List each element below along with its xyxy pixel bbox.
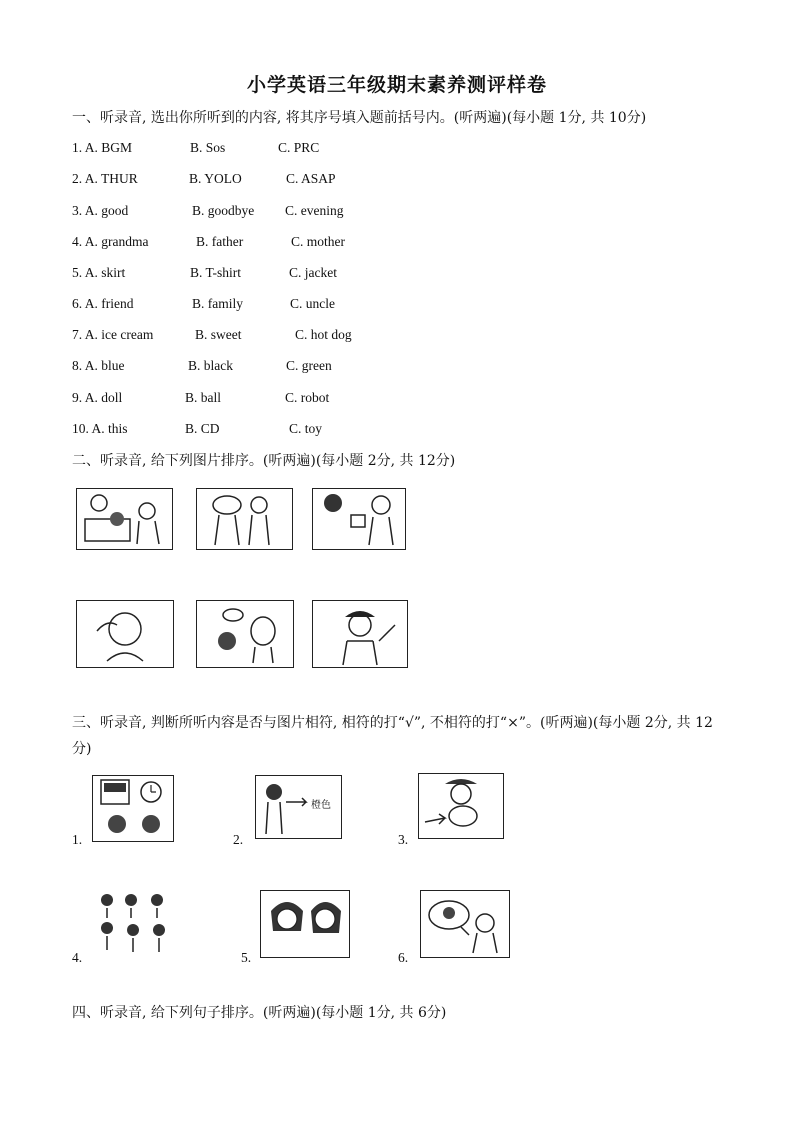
orange-label: 橙色	[311, 800, 331, 811]
option-c: C. evening	[285, 203, 344, 218]
option-a: 6. A. friend	[72, 296, 134, 311]
part3-picture-5	[260, 890, 350, 958]
part2-picture-2	[196, 488, 293, 550]
part1-heading: 一、听录音, 选出你所听到的内容, 将其序号填入题前括号内。(听两遍)(每小题 1分, 共 10分)	[72, 110, 647, 126]
option-b: B. sweet	[195, 327, 242, 342]
part2-picture-6	[312, 600, 408, 668]
option-c: C. green	[286, 358, 332, 373]
option-a: 5. A. skirt	[72, 265, 126, 280]
part3-picture-1	[92, 775, 174, 842]
option-c: C. robot	[285, 390, 330, 405]
option-c: C. jacket	[289, 265, 337, 280]
part3-label-3: 3.	[398, 832, 409, 847]
part3-label-4: 4.	[72, 950, 83, 965]
part2-picture-5	[196, 600, 294, 668]
option-b: B. Sos	[190, 140, 226, 155]
option-b: B. T-shirt	[190, 265, 242, 280]
page-title: 小学英语三年级期末素养测评样卷	[246, 74, 547, 96]
option-b: B. ball	[185, 390, 221, 405]
option-b: B. YOLO	[189, 171, 242, 186]
option-c: C. PRC	[278, 140, 320, 155]
part3-heading: 三、听录音, 判断所听内容是否与图片相符, 相符的打“√”, 不相符的打“×”。(听两遍)(每小题 2分, 共 12分)	[72, 715, 713, 757]
part4-heading: 四、听录音, 给下列句子排序。(听两遍)(每小题 1分, 共 6分)	[72, 1005, 447, 1021]
part3-label-5: 5.	[241, 950, 252, 965]
part2-picture-4	[76, 600, 174, 668]
option-b: B. CD	[185, 421, 220, 436]
part3-picture-2	[255, 775, 342, 839]
part2-heading: 二、听录音, 给下列图片排序。(听两遍)(每小题 2分, 共 12分)	[72, 453, 456, 469]
option-b: B. family	[192, 296, 243, 311]
option-c: C. ASAP	[286, 171, 336, 186]
option-c: C. toy	[289, 421, 323, 436]
option-b: B. goodbye	[192, 203, 255, 218]
option-a: 3. A. good	[72, 203, 129, 218]
option-a: 7. A. ice cream	[72, 327, 154, 342]
option-c: C. mother	[291, 234, 345, 249]
option-a: 1. A. BGM	[72, 140, 133, 155]
part3-picture-3	[418, 773, 504, 839]
option-a: 10. A. this	[72, 421, 128, 436]
option-a: 9. A. doll	[72, 390, 123, 405]
option-a: 8. A. blue	[72, 358, 125, 373]
option-c: C. hot dog	[295, 327, 352, 342]
option-b: B. black	[188, 358, 233, 373]
option-c: C. uncle	[290, 296, 335, 311]
part3-label-2: 2.	[233, 832, 244, 847]
option-b: B. father	[196, 234, 244, 249]
part2-picture-1	[76, 488, 173, 550]
part3-picture-6	[420, 890, 510, 958]
option-a: 4. A. grandma	[72, 234, 149, 249]
option-a: 2. A. THUR	[72, 171, 138, 186]
part3-label-6: 6.	[398, 950, 409, 965]
part3-label-1: 1.	[72, 832, 83, 847]
part2-picture-3	[312, 488, 406, 550]
part3-picture-4	[93, 888, 179, 956]
